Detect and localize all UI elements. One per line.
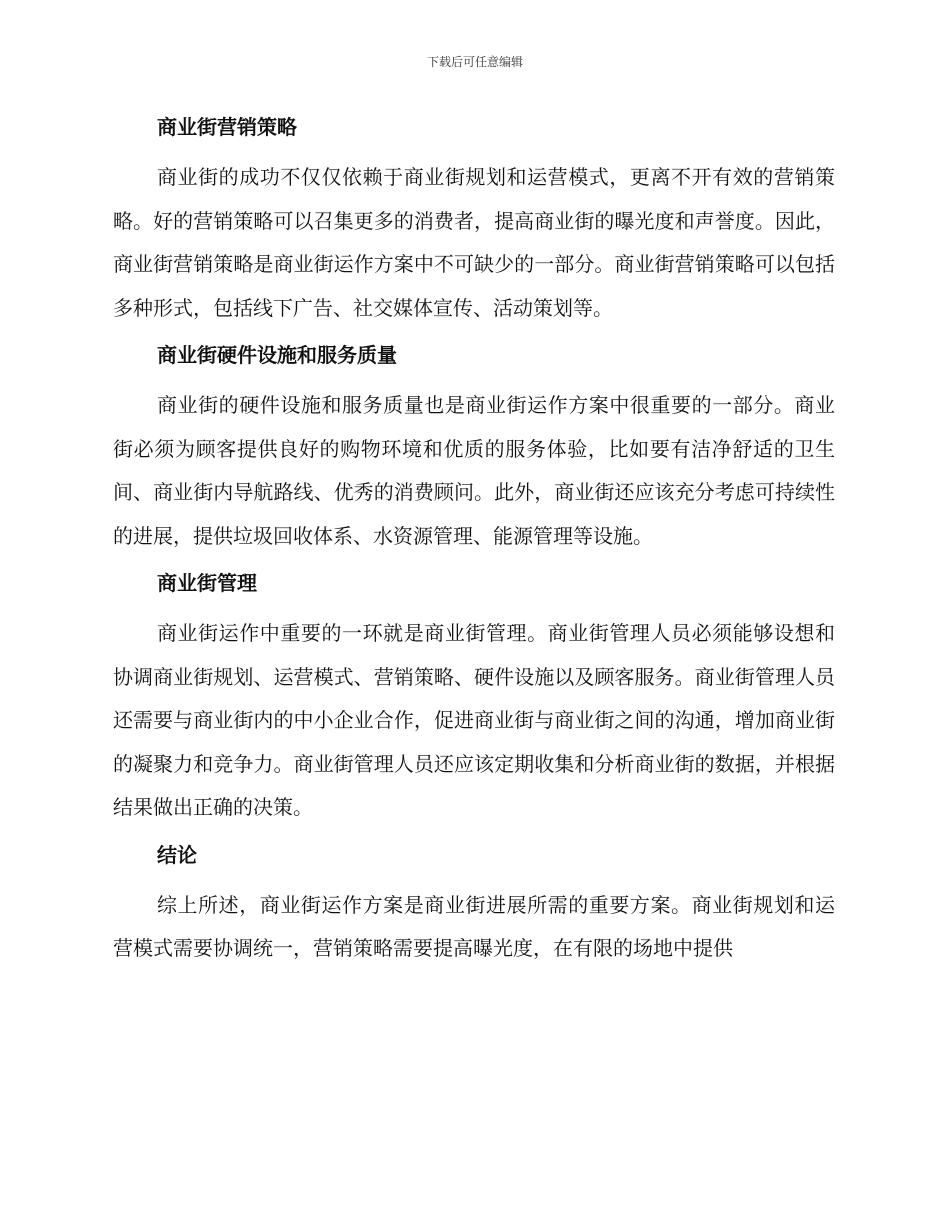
section-management [113, 568, 835, 830]
section-heading: 商业街硬件设施和服务质量 [157, 343, 397, 367]
section-heading: 结论 [157, 842, 197, 867]
section-marketing-strategy [113, 112, 835, 330]
section-heading: 商业街营销策略 [157, 115, 297, 139]
section-paragraph: 综上所述，商业街运作方案是商业街进展所需的重要方案。商业街规划和运营模式需要协调统一，营销策略需要提高曝光度，在有限的场地中提供 [113, 892, 835, 960]
section-paragraph: 商业街的硬件设施和服务质量也是商业街运作方案中很重要的一部分。商业街必须为顾客提供良好的购物环境和优质的服务体验，比如要有洁净舒适的卫生间、商业街内导航路线、优秀的消费顾问。此外，商业街还应该充分考虑可持续性的进展，提供垃圾回收体系、水资源管理、能源管理等设施。 [113, 393, 835, 548]
document-body [113, 112, 835, 981]
section-facilities-service [113, 340, 835, 558]
page-header-note: 下载后可任意编辑 [426, 55, 523, 69]
section-conclusion [113, 840, 835, 971]
section-paragraph: 商业街运作中重要的一环就是商业街管理。商业街管理人员必须能够设想和协调商业街规划、运营模式、营销策略、硬件设施以及顾客服务。商业街管理人员还需要与商业街内的中小企业合作，促进商业街与商业街之间的沟通，增加商业街的凝聚力和竞争力。商业街管理人员还应该定期收集和分析商业街的数据，并根据结果做出正确的决策。 [113, 621, 835, 819]
section-paragraph: 商业街的成功不仅仅依赖于商业街规划和运营模式，更离不开有效的营销策略。好的营销策略可以召集更多的消费者，提高商业街的曝光度和声誉度。因此，商业街营销策略是商业街运作方案中不可缺少的一部分。商业街营销策略可以包括多种形式，包括线下广告、社交媒体宣传、活动策划等。 [113, 165, 835, 320]
section-heading: 商业街管理 [157, 571, 257, 595]
